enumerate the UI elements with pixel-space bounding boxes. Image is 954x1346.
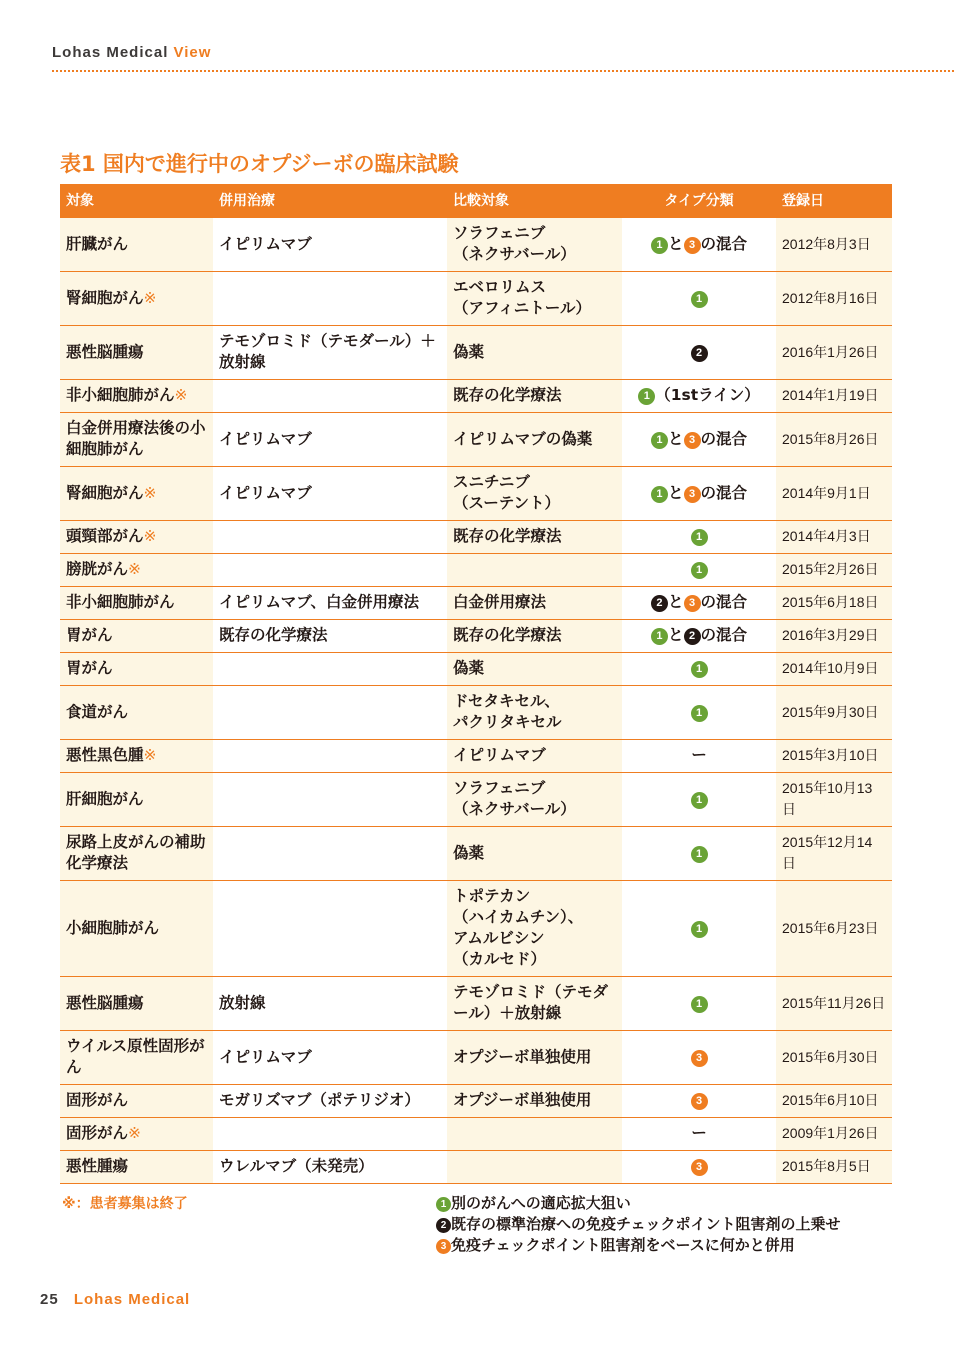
type-1-badge-icon: 1 xyxy=(691,529,708,546)
cell-registration-date: 2015年8月26日 xyxy=(776,412,892,466)
type-1-badge-icon: 1 xyxy=(651,237,668,254)
table-row xyxy=(60,325,892,379)
cell-registration-date: 2016年3月29日 xyxy=(776,619,892,652)
cell-combination xyxy=(213,1117,447,1150)
cell-comparison xyxy=(447,553,622,586)
cell-comparison xyxy=(447,826,622,880)
col-header-date: 登録日 xyxy=(776,184,892,217)
cell-type xyxy=(622,412,776,466)
subject-text: 肝臓がん xyxy=(66,234,129,253)
comparison-line: オプジーボ単独使用 xyxy=(453,1091,592,1109)
type-text: （1stライン） xyxy=(655,386,760,404)
table-row xyxy=(60,1030,892,1084)
cell-type xyxy=(622,466,776,520)
type-1-badge-icon: 1 xyxy=(691,792,708,809)
cell-subject xyxy=(60,652,213,685)
table-row xyxy=(60,880,892,976)
recruitment-ended-mark: ※ xyxy=(143,746,157,764)
comparison-line: 偽薬 xyxy=(453,843,485,862)
footer-brand: Lohas Medical xyxy=(73,1291,191,1308)
cell-registration-date: 2015年11月26日 xyxy=(776,976,892,1030)
cell-combination xyxy=(213,685,447,739)
cell-registration-date: 2015年10月13日 xyxy=(776,772,892,826)
legend-text: 既存の標準治療への免疫チェックポイント阻害剤の上乗せ xyxy=(451,1215,841,1233)
cell-registration-date: 2015年3月10日 xyxy=(776,739,892,772)
subject-text: 腎細胞がん xyxy=(66,288,144,307)
comparison-line: トポテカン xyxy=(453,887,531,905)
cell-comparison xyxy=(447,880,622,976)
cell-type xyxy=(622,379,776,412)
type-text: の混合 xyxy=(700,429,748,448)
comparison-line: ドセタキセル、 xyxy=(453,692,560,710)
cell-registration-date: 2014年1月19日 xyxy=(776,379,892,412)
comparison-line: テモゾロミド（テモダ xyxy=(453,983,609,1001)
comparison-line: 既存の化学療法 xyxy=(453,626,562,644)
table-row xyxy=(60,619,892,652)
page-number: 25 xyxy=(40,1291,59,1308)
legend-item xyxy=(436,1193,841,1214)
cell-comparison xyxy=(447,1084,622,1117)
comparison-line: ール）＋放射線 xyxy=(453,1004,562,1022)
recruitment-ended-mark: ※ xyxy=(128,1124,142,1142)
subject-text: 白金併用療法後の小細胞肺がん xyxy=(66,419,206,458)
cell-comparison xyxy=(447,739,622,772)
type-1-badge-icon: 1 xyxy=(691,562,708,579)
type-3-badge-icon: 3 xyxy=(684,595,701,612)
cell-type xyxy=(622,685,776,739)
cell-comparison xyxy=(447,325,622,379)
cell-combination: イピリムマブ xyxy=(213,412,447,466)
cell-registration-date: 2015年9月30日 xyxy=(776,685,892,739)
table-row xyxy=(60,271,892,325)
cell-comparison xyxy=(447,1150,622,1183)
table-row xyxy=(60,685,892,739)
cell-type xyxy=(622,586,776,619)
cell-subject xyxy=(60,1084,213,1117)
cell-combination: イピリムマブ xyxy=(213,217,447,271)
comparison-line: （ネクサバール） xyxy=(453,800,576,818)
subject-text: 固形がん xyxy=(66,1091,129,1109)
cell-registration-date: 2012年8月3日 xyxy=(776,217,892,271)
cell-registration-date: 2012年8月16日 xyxy=(776,271,892,325)
cell-subject xyxy=(60,466,213,520)
recruitment-ended-mark: ※ xyxy=(143,288,157,307)
comparison-line: 既存の化学療法 xyxy=(453,386,562,404)
cell-type xyxy=(622,880,776,976)
cell-type xyxy=(622,619,776,652)
type-text: ー xyxy=(691,1124,707,1142)
cell-subject xyxy=(60,1030,213,1084)
legend-item xyxy=(436,1235,841,1256)
table-row xyxy=(60,379,892,412)
subject-text: 胃がん xyxy=(66,659,113,677)
cell-comparison xyxy=(447,217,622,271)
cell-type xyxy=(622,553,776,586)
type-legend xyxy=(436,1193,841,1256)
subject-text: 小細胞肺がん xyxy=(66,918,160,937)
cell-type xyxy=(622,652,776,685)
type-text: ー xyxy=(691,746,707,764)
cell-combination: モガリズマブ（ポテリジオ） xyxy=(213,1084,447,1117)
type-1-badge-icon: 1 xyxy=(691,705,708,722)
cell-subject xyxy=(60,739,213,772)
cell-registration-date: 2015年6月30日 xyxy=(776,1030,892,1084)
cell-subject xyxy=(60,1150,213,1183)
recruitment-ended-mark: ※ xyxy=(174,386,188,404)
cell-comparison xyxy=(447,772,622,826)
cell-registration-date: 2014年10月9日 xyxy=(776,652,892,685)
comparison-line: （カルセド） xyxy=(453,950,547,968)
subject-text: 肝細胞がん xyxy=(66,789,144,808)
cell-registration-date: 2015年8月5日 xyxy=(776,1150,892,1183)
cell-combination xyxy=(213,271,447,325)
page-footer xyxy=(40,1291,190,1308)
cell-type xyxy=(622,772,776,826)
comparison-line: （アフィニトール） xyxy=(453,299,591,317)
cell-type xyxy=(622,1117,776,1150)
subject-text: 尿路上皮がんの補助化学療法 xyxy=(66,833,206,872)
type-3-badge-icon: 3 xyxy=(684,486,701,503)
table-title: 表1 国内で進行中のオプジーボの臨床試験 xyxy=(60,152,459,176)
subject-text: 固形がん xyxy=(66,1124,129,1142)
cell-combination xyxy=(213,379,447,412)
cell-type xyxy=(622,520,776,553)
subject-text: 悪性脳腫瘍 xyxy=(66,342,144,361)
cell-comparison xyxy=(447,586,622,619)
cell-comparison xyxy=(447,1030,622,1084)
cell-combination: イピリムマブ、白金併用療法 xyxy=(213,586,447,619)
cell-comparison xyxy=(447,271,622,325)
comparison-line: パクリタキセル xyxy=(453,713,562,731)
header-section: View xyxy=(173,44,212,61)
comparison-line: （スーテント） xyxy=(453,494,560,512)
header-brand: Lohas Medical xyxy=(52,44,169,61)
type-2-badge-icon: 2 xyxy=(651,595,668,612)
cell-registration-date: 2016年1月26日 xyxy=(776,325,892,379)
legend-text: 免疫チェックポイント阻害剤をベースに何かと併用 xyxy=(451,1236,795,1254)
comparison-line: ソラフェニブ xyxy=(453,779,546,797)
cell-type xyxy=(622,976,776,1030)
comparison-line: 既存の化学療法 xyxy=(453,527,562,545)
cell-comparison xyxy=(447,976,622,1030)
comparison-line: エベロリムス xyxy=(453,278,547,296)
cell-type xyxy=(622,1084,776,1117)
type-3-badge-icon: 3 xyxy=(691,1093,708,1110)
cell-subject xyxy=(60,325,213,379)
legend-item xyxy=(436,1214,841,1235)
cell-comparison xyxy=(447,619,622,652)
comparison-line: スニチニブ xyxy=(453,473,530,491)
cell-comparison xyxy=(447,466,622,520)
table-row xyxy=(60,520,892,553)
type-text: と xyxy=(667,234,684,253)
subject-text: 頭頸部がん xyxy=(66,527,144,545)
cell-subject xyxy=(60,379,213,412)
subject-text: 悪性腫瘍 xyxy=(66,1157,129,1175)
col-header-subject: 対象 xyxy=(60,184,213,217)
table-row xyxy=(60,976,892,1030)
comparison-line: 偽薬 xyxy=(453,659,485,677)
cell-comparison xyxy=(447,412,622,466)
type-2-badge-icon: 2 xyxy=(436,1218,451,1233)
legend-text: 別のがんへの適応拡大狙い xyxy=(451,1194,631,1212)
cell-combination: 放射線 xyxy=(213,976,447,1030)
cell-registration-date: 2015年6月23日 xyxy=(776,880,892,976)
cell-type xyxy=(622,1150,776,1183)
cell-subject xyxy=(60,880,213,976)
subject-text: ウイルス原性固形がん xyxy=(66,1037,205,1076)
cell-subject xyxy=(60,520,213,553)
cell-registration-date: 2015年2月26日 xyxy=(776,553,892,586)
cell-registration-date: 2009年1月26日 xyxy=(776,1117,892,1150)
type-3-badge-icon: 3 xyxy=(684,432,701,449)
col-header-comparison: 比較対象 xyxy=(447,184,622,217)
type-2-badge-icon: 2 xyxy=(691,345,708,362)
table-row xyxy=(60,826,892,880)
cell-subject xyxy=(60,976,213,1030)
cell-subject xyxy=(60,1117,213,1150)
type-3-badge-icon: 3 xyxy=(684,237,701,254)
clinical-trials-table xyxy=(60,184,892,1184)
cell-comparison xyxy=(447,1117,622,1150)
table-row xyxy=(60,1150,892,1183)
cell-comparison xyxy=(447,520,622,553)
type-3-badge-icon: 3 xyxy=(691,1050,708,1067)
subject-text: 悪性黒色腫 xyxy=(66,746,144,764)
cell-registration-date: 2015年6月18日 xyxy=(776,586,892,619)
table-row xyxy=(60,1117,892,1150)
cell-combination: テモゾロミド（テモダール）＋放射線 xyxy=(213,325,447,379)
comparison-line: （ネクサバール） xyxy=(453,245,576,264)
comparison-line: イピリムマブ xyxy=(453,746,546,764)
cell-comparison xyxy=(447,379,622,412)
type-1-badge-icon: 1 xyxy=(691,921,708,938)
type-1-badge-icon: 1 xyxy=(691,996,708,1013)
type-1-badge-icon: 1 xyxy=(691,846,708,863)
table-row xyxy=(60,412,892,466)
type-1-badge-icon: 1 xyxy=(638,388,655,405)
table-row xyxy=(60,466,892,520)
type-text: と xyxy=(667,626,684,644)
cell-registration-date: 2014年9月1日 xyxy=(776,466,892,520)
running-header xyxy=(52,44,211,61)
cell-type xyxy=(622,325,776,379)
footnote: ※：患者募集は終了 xyxy=(62,1196,188,1212)
cell-combination xyxy=(213,739,447,772)
cell-type xyxy=(622,1030,776,1084)
cell-subject xyxy=(60,553,213,586)
cell-combination xyxy=(213,826,447,880)
type-1-badge-icon: 1 xyxy=(691,661,708,678)
table-row xyxy=(60,217,892,271)
cell-registration-date: 2015年12月14日 xyxy=(776,826,892,880)
subject-text: 非小細胞肺がん xyxy=(66,593,175,611)
type-1-badge-icon: 1 xyxy=(691,291,708,308)
table-row xyxy=(60,553,892,586)
cell-type xyxy=(622,826,776,880)
comparison-line: アムルビシン xyxy=(453,929,545,947)
type-3-badge-icon: 3 xyxy=(436,1239,451,1254)
cell-combination: 既存の化学療法 xyxy=(213,619,447,652)
type-1-badge-icon: 1 xyxy=(651,432,668,449)
cell-subject xyxy=(60,586,213,619)
type-1-badge-icon: 1 xyxy=(436,1197,451,1212)
type-1-badge-icon: 1 xyxy=(651,628,668,645)
cell-type xyxy=(622,217,776,271)
comparison-line: 白金併用療法 xyxy=(453,593,547,611)
header-divider xyxy=(52,70,954,72)
subject-text: 悪性脳腫瘍 xyxy=(66,993,144,1012)
subject-text: 非小細胞肺がん xyxy=(66,386,175,404)
cell-subject xyxy=(60,685,213,739)
cell-type xyxy=(622,271,776,325)
type-text: と xyxy=(667,483,684,502)
cell-combination: イピリムマブ xyxy=(213,1030,447,1084)
comparison-line: ソラフェニブ xyxy=(453,224,546,243)
cell-type xyxy=(622,739,776,772)
comparison-line: 偽薬 xyxy=(453,342,485,361)
type-2-badge-icon: 2 xyxy=(684,628,701,645)
recruitment-ended-mark: ※ xyxy=(143,527,157,545)
table-body xyxy=(60,217,892,1183)
table-row xyxy=(60,739,892,772)
cell-subject xyxy=(60,412,213,466)
type-text: の混合 xyxy=(700,626,748,644)
type-text: と xyxy=(667,593,684,611)
cell-subject xyxy=(60,826,213,880)
type-3-badge-icon: 3 xyxy=(691,1159,708,1176)
comparison-line: （ハイカムチン）、 xyxy=(453,908,584,926)
comparison-line: オプジーボ単独使用 xyxy=(453,1047,592,1066)
cell-combination xyxy=(213,652,447,685)
table-row xyxy=(60,1084,892,1117)
cell-registration-date: 2015年6月10日 xyxy=(776,1084,892,1117)
table-row xyxy=(60,652,892,685)
cell-comparison xyxy=(447,685,622,739)
cell-subject xyxy=(60,619,213,652)
cell-combination: ウレルマブ（未発売） xyxy=(213,1150,447,1183)
type-text: の混合 xyxy=(700,483,748,502)
cell-combination xyxy=(213,772,447,826)
cell-comparison xyxy=(447,652,622,685)
type-1-badge-icon: 1 xyxy=(651,486,668,503)
type-text: の混合 xyxy=(700,234,748,253)
type-text: の混合 xyxy=(700,593,748,611)
type-text: と xyxy=(667,429,684,448)
cell-combination: イピリムマブ xyxy=(213,466,447,520)
table-header-row xyxy=(60,184,892,217)
col-header-combination: 併用治療 xyxy=(213,184,447,217)
table-row xyxy=(60,772,892,826)
subject-text: 膀胱がん xyxy=(66,560,129,578)
cell-registration-date: 2014年4月3日 xyxy=(776,520,892,553)
cell-combination xyxy=(213,880,447,976)
subject-text: 腎細胞がん xyxy=(66,483,144,502)
cell-combination xyxy=(213,520,447,553)
cell-subject xyxy=(60,217,213,271)
cell-combination xyxy=(213,553,447,586)
subject-text: 食道がん xyxy=(66,702,129,721)
col-header-type: タイプ分類 xyxy=(622,184,776,217)
recruitment-ended-mark: ※ xyxy=(143,483,157,502)
recruitment-ended-mark: ※ xyxy=(128,560,142,578)
table-row xyxy=(60,586,892,619)
subject-text: 胃がん xyxy=(66,626,113,644)
cell-subject xyxy=(60,772,213,826)
comparison-line: イピリムマブの偽薬 xyxy=(453,429,593,448)
cell-subject xyxy=(60,271,213,325)
